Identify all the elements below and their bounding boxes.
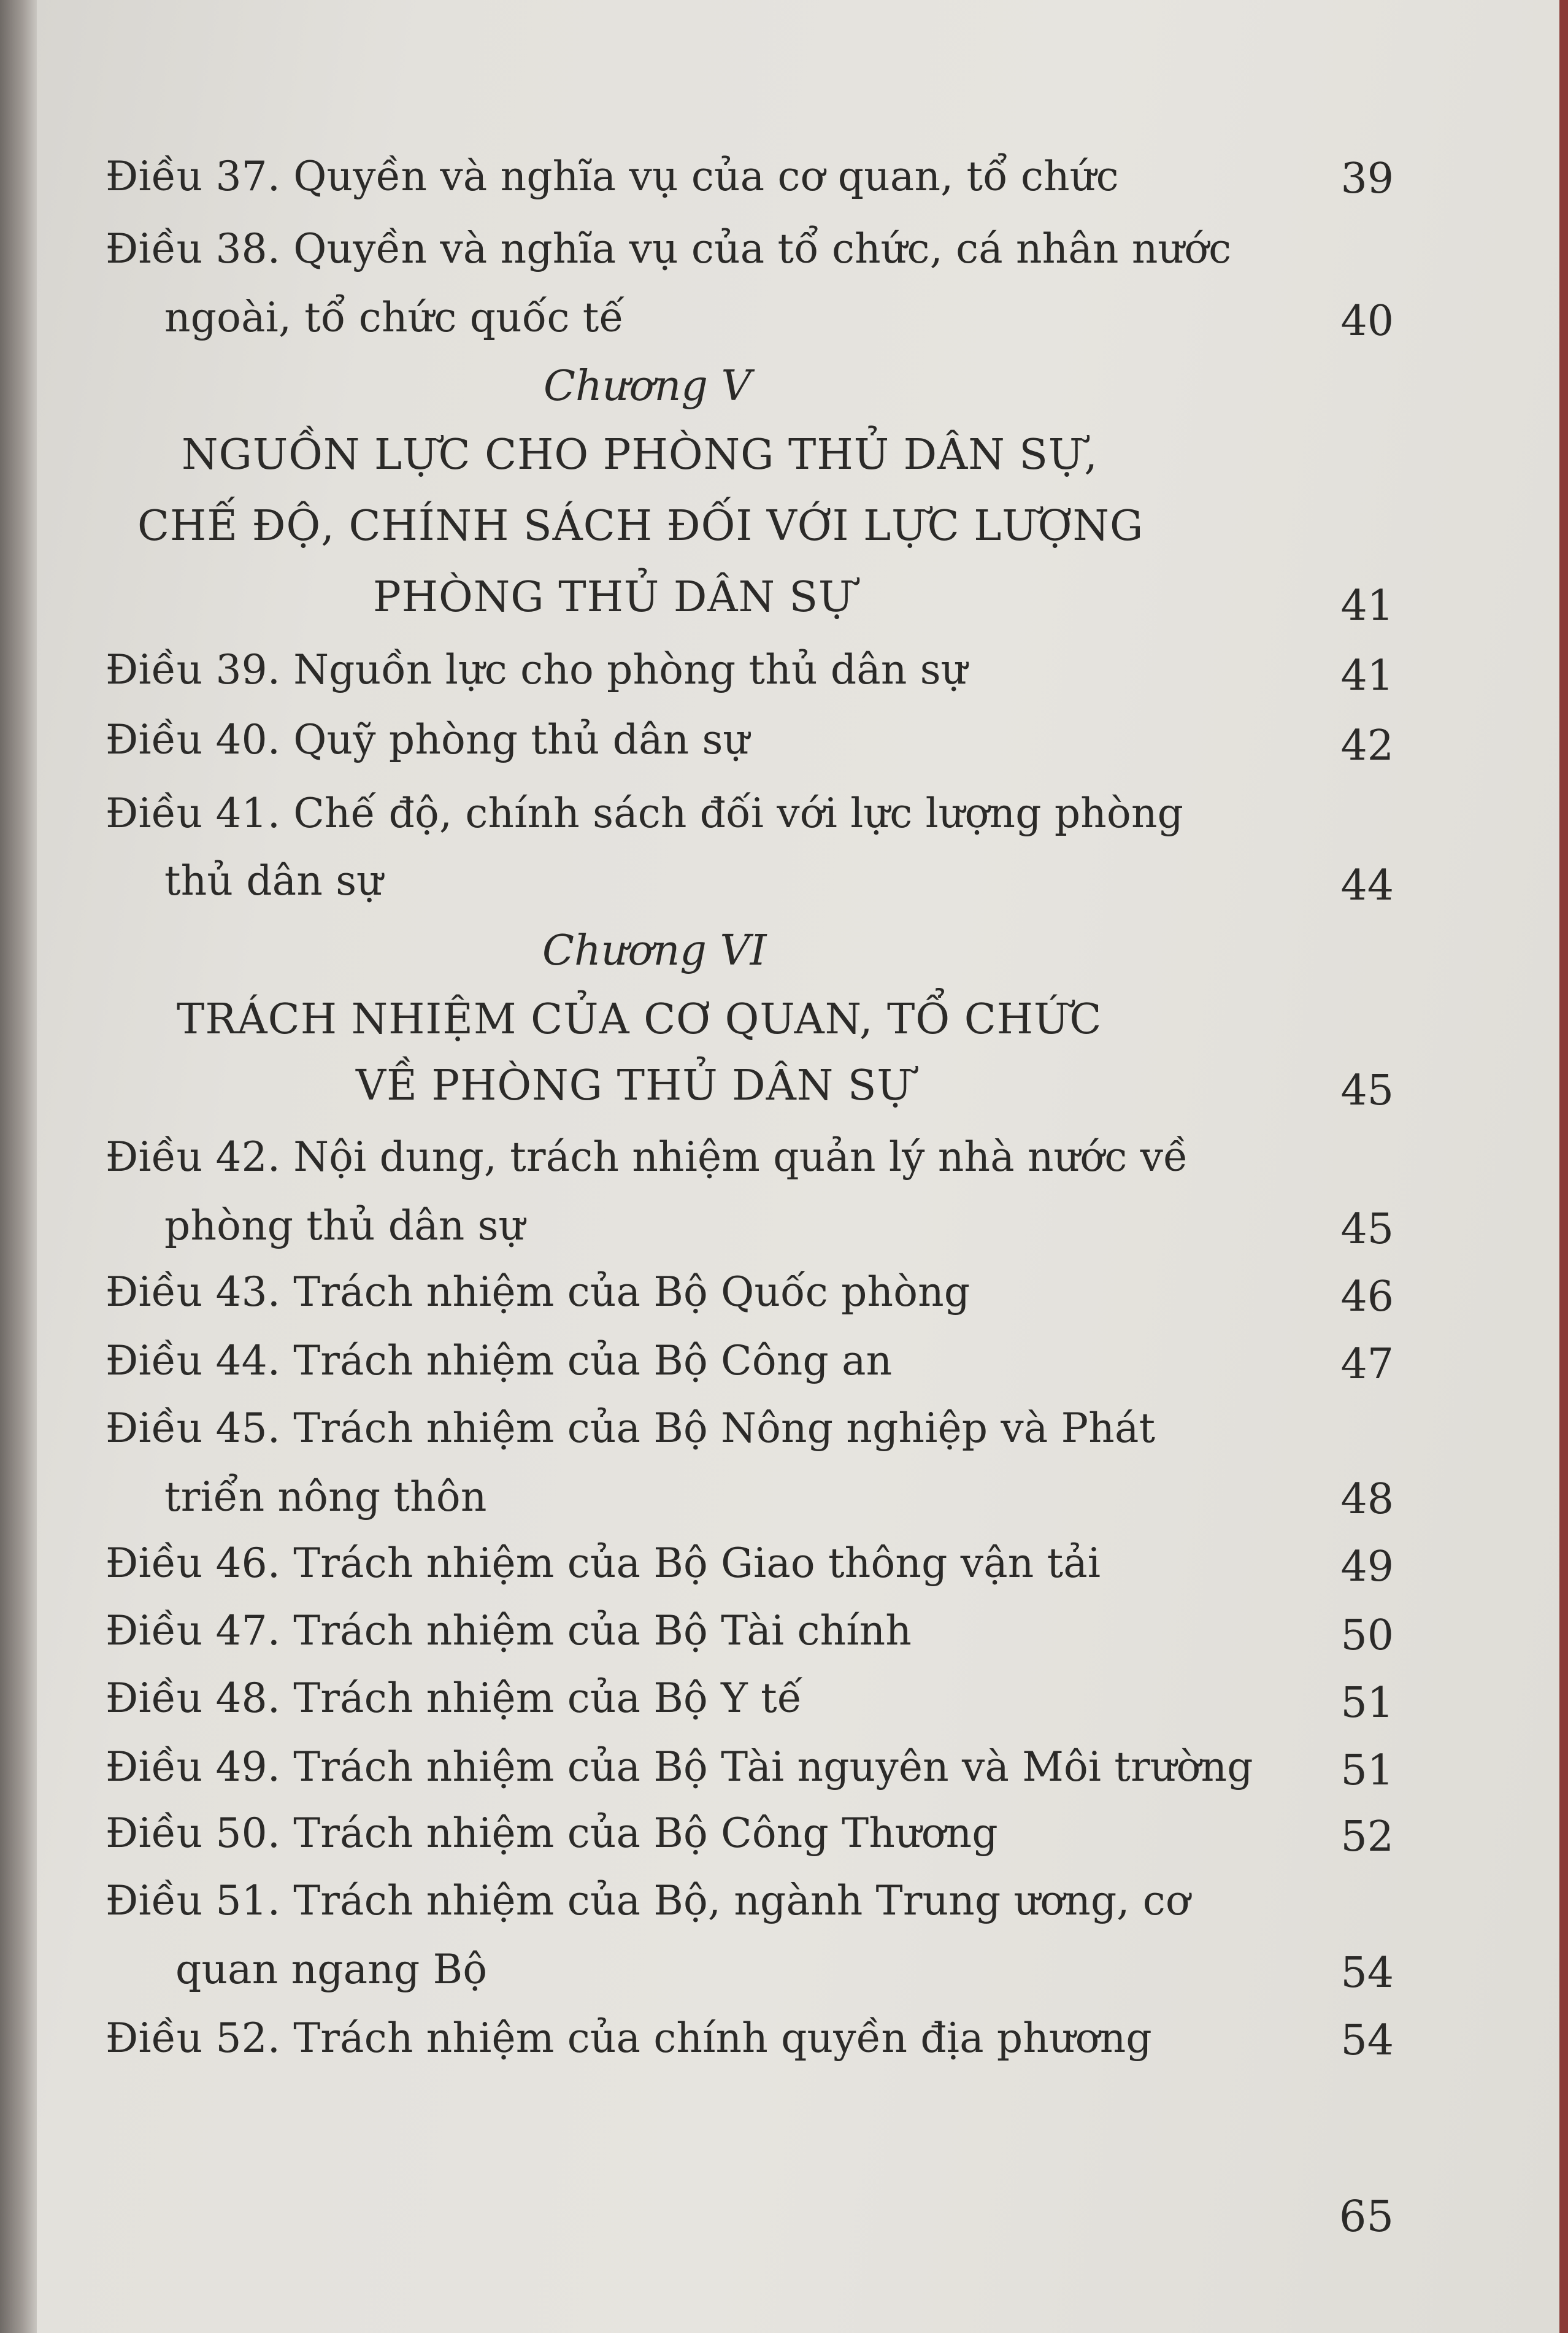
toc-page-43: 46 [1340, 1273, 1394, 1321]
toc-entry-42-cont: phòng thủ dân sự [164, 1202, 525, 1249]
toc-page-39: 41 [1340, 652, 1394, 700]
toc-page-chapter-5: 41 [1340, 582, 1394, 630]
toc-entry-48: Điều 48. Trách nhiệm của Bộ Y tế [106, 1675, 802, 1722]
toc-page-52: 54 [1340, 2016, 1394, 2065]
toc-page-46: 49 [1340, 1543, 1394, 1591]
toc-page-45: 48 [1340, 1475, 1394, 1524]
toc-entry-47: Điều 47. Trách nhiệm của Bộ Tài chính [106, 1607, 912, 1654]
toc-entry-49: Điều 49. Trách nhiệm của Bộ Tài nguyên và Môi trường [106, 1743, 1253, 1791]
toc-page-42: 45 [1340, 1205, 1394, 1254]
toc-entry-46: Điều 46. Trách nhiệm của Bộ Giao thông vận tải [106, 1540, 1101, 1587]
toc-page-48: 51 [1340, 1679, 1394, 1727]
toc-page-50: 52 [1340, 1813, 1394, 1861]
chapter-5-heading-line-3: PHÒNG THỦ DÂN SỰ [373, 573, 855, 622]
chapter-6-heading-line-2: VỀ PHÒNG THỦ DÂN SỰ [356, 1062, 913, 1110]
toc-entry-51-cont: quan ngang Bộ [175, 1946, 488, 1993]
chapter-5-heading-line-2: CHẾ ĐỘ, CHÍNH SÁCH ĐỐI VỚI LỰC LƯỢNG [137, 502, 1144, 550]
toc-page-49: 51 [1340, 1746, 1394, 1795]
toc-entry-45: Điều 45. Trách nhiệm của Bộ Nông nghiệp và Phát [106, 1405, 1156, 1452]
toc-page-51: 54 [1340, 1949, 1394, 1997]
chapter-6-heading-line-1: TRÁCH NHIỆM CỦA CƠ QUAN, TỔ CHỨC [177, 995, 1102, 1044]
chapter-6-label: Chương VI [542, 927, 767, 975]
toc-page-38: 40 [1340, 297, 1394, 345]
toc-entry-37: Điều 37. Quyền và nghĩa vụ của cơ quan, tổ chức [106, 153, 1119, 200]
chapter-5-heading-line-1: NGUỒN LỰC CHO PHÒNG THỦ DÂN SỰ, [182, 431, 1098, 479]
page-number: 65 [1339, 2191, 1394, 2242]
toc-page-chapter-6: 45 [1340, 1066, 1394, 1115]
toc-entry-50: Điều 50. Trách nhiệm của Bộ Công Thương [106, 1810, 998, 1857]
toc-entry-52: Điều 52. Trách nhiệm của chính quyền địa phương [106, 2015, 1152, 2062]
chapter-5-label: Chương V [544, 362, 751, 411]
toc-page-41: 44 [1340, 862, 1394, 910]
toc-entry-45-cont: triển nông thôn [164, 1473, 487, 1521]
toc-entry-40: Điều 40. Quỹ phòng thủ dân sự [106, 716, 750, 763]
toc-entry-43: Điều 43. Trách nhiệm của Bộ Quốc phòng [106, 1268, 970, 1316]
toc-page-44: 47 [1340, 1340, 1394, 1389]
toc-entry-41-cont: thủ dân sự [164, 857, 383, 904]
toc-page-37: 39 [1340, 155, 1394, 203]
toc-entry-41: Điều 41. Chế độ, chính sách đối với lực lượng phòng [106, 790, 1184, 837]
toc-entry-42: Điều 42. Nội dung, trách nhiệm quản lý nhà nước về [106, 1133, 1188, 1181]
toc-entry-38: Điều 38. Quyền và nghĩa vụ của tổ chức, cá nhân nước [106, 225, 1232, 272]
toc-entry-51: Điều 51. Trách nhiệm của Bộ, ngành Trung ương, cơ [106, 1877, 1190, 1924]
toc-entry-44: Điều 44. Trách nhiệm của Bộ Công an [106, 1337, 893, 1384]
toc-page-40: 42 [1340, 722, 1394, 770]
toc-page-47: 50 [1340, 1611, 1394, 1660]
toc-entry-38-cont: ngoài, tổ chức quốc tế [164, 294, 625, 341]
toc-entry-39: Điều 39. Nguồn lực cho phòng thủ dân sự [106, 646, 967, 693]
